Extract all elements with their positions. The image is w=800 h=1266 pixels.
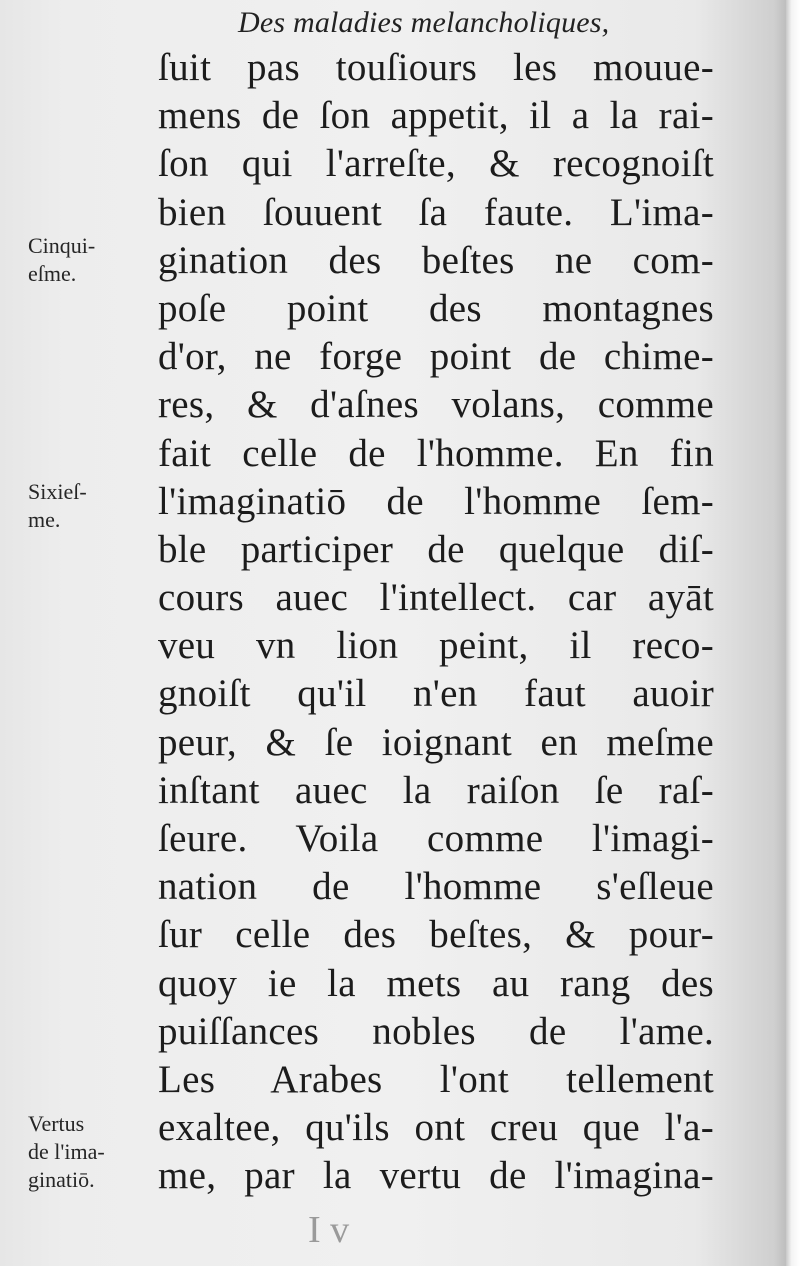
margin-note-cinquiesme xyxy=(28,232,148,288)
text-line: gination des beſtes ne com- xyxy=(158,238,714,282)
text-line: veu vn lion peint, il reco- xyxy=(158,624,714,668)
text-line: poſe point des montagnes xyxy=(158,286,714,330)
text-line: bien ſouuent ſa faute. L'ima- xyxy=(158,190,714,234)
signature-mark: I v xyxy=(308,1209,350,1251)
margin-note-sixiesme xyxy=(28,478,148,534)
margin-note-line: ginatiō. xyxy=(28,1167,95,1192)
margin-note-line: de l'ima- xyxy=(28,1139,105,1164)
text-line: exaltee, qu'ils ont creu que l'a- xyxy=(158,1106,714,1150)
text-line: ble participer de quelque diſ- xyxy=(158,527,714,571)
text-line: quoy ie la mets au rang des xyxy=(158,961,714,1005)
text-line: l'imaginatiō de l'homme ſem- xyxy=(158,479,714,523)
text-line: fait celle de l'homme. En fin xyxy=(158,431,714,475)
text-line: me, par la vertu de l'imagina- xyxy=(158,1154,714,1198)
page-edge xyxy=(786,0,800,1266)
text-line: ſuit pas touſiours les mouue- xyxy=(158,46,714,89)
margin-note-line: Sixieſ- xyxy=(28,479,87,504)
margin-note-vertus xyxy=(28,1110,148,1194)
margin-note-line: Cinqui- xyxy=(28,233,96,258)
text-line: inſtant auec la raiſon ſe raſ- xyxy=(158,768,714,812)
text-line: Les Arabes l'ont tellement xyxy=(158,1057,714,1101)
margin-note-line: Vertus xyxy=(28,1111,85,1136)
body-text xyxy=(158,44,714,1201)
text-line: d'or, ne forge point de chime- xyxy=(158,335,714,379)
text-line: ſon qui l'arreſte, & recognoiſt xyxy=(158,142,714,186)
text-line: peur, & ſe ioignant en meſme xyxy=(158,720,714,764)
text-line: cours auec l'intellect. car ayāt xyxy=(158,576,714,620)
text-line: nation de l'homme s'eſleue xyxy=(158,865,714,909)
margin-note-line: me. xyxy=(28,507,61,532)
margin-note-line: eſme. xyxy=(28,261,77,286)
text-line: res, & d'aſnes volans, comme xyxy=(158,383,714,427)
running-head: Des maladies melancholiques, xyxy=(238,6,610,39)
text-line: mens de ſon appetit, il a la rai- xyxy=(158,94,714,138)
text-line: gnoiſt qu'il n'en faut auoir xyxy=(158,672,714,716)
text-line: ſur celle des beſtes, & pour- xyxy=(158,913,714,957)
text-line: puiſſances nobles de l'ame. xyxy=(158,1009,714,1053)
text-line: ſeure. Voila comme l'imagi- xyxy=(158,817,714,860)
